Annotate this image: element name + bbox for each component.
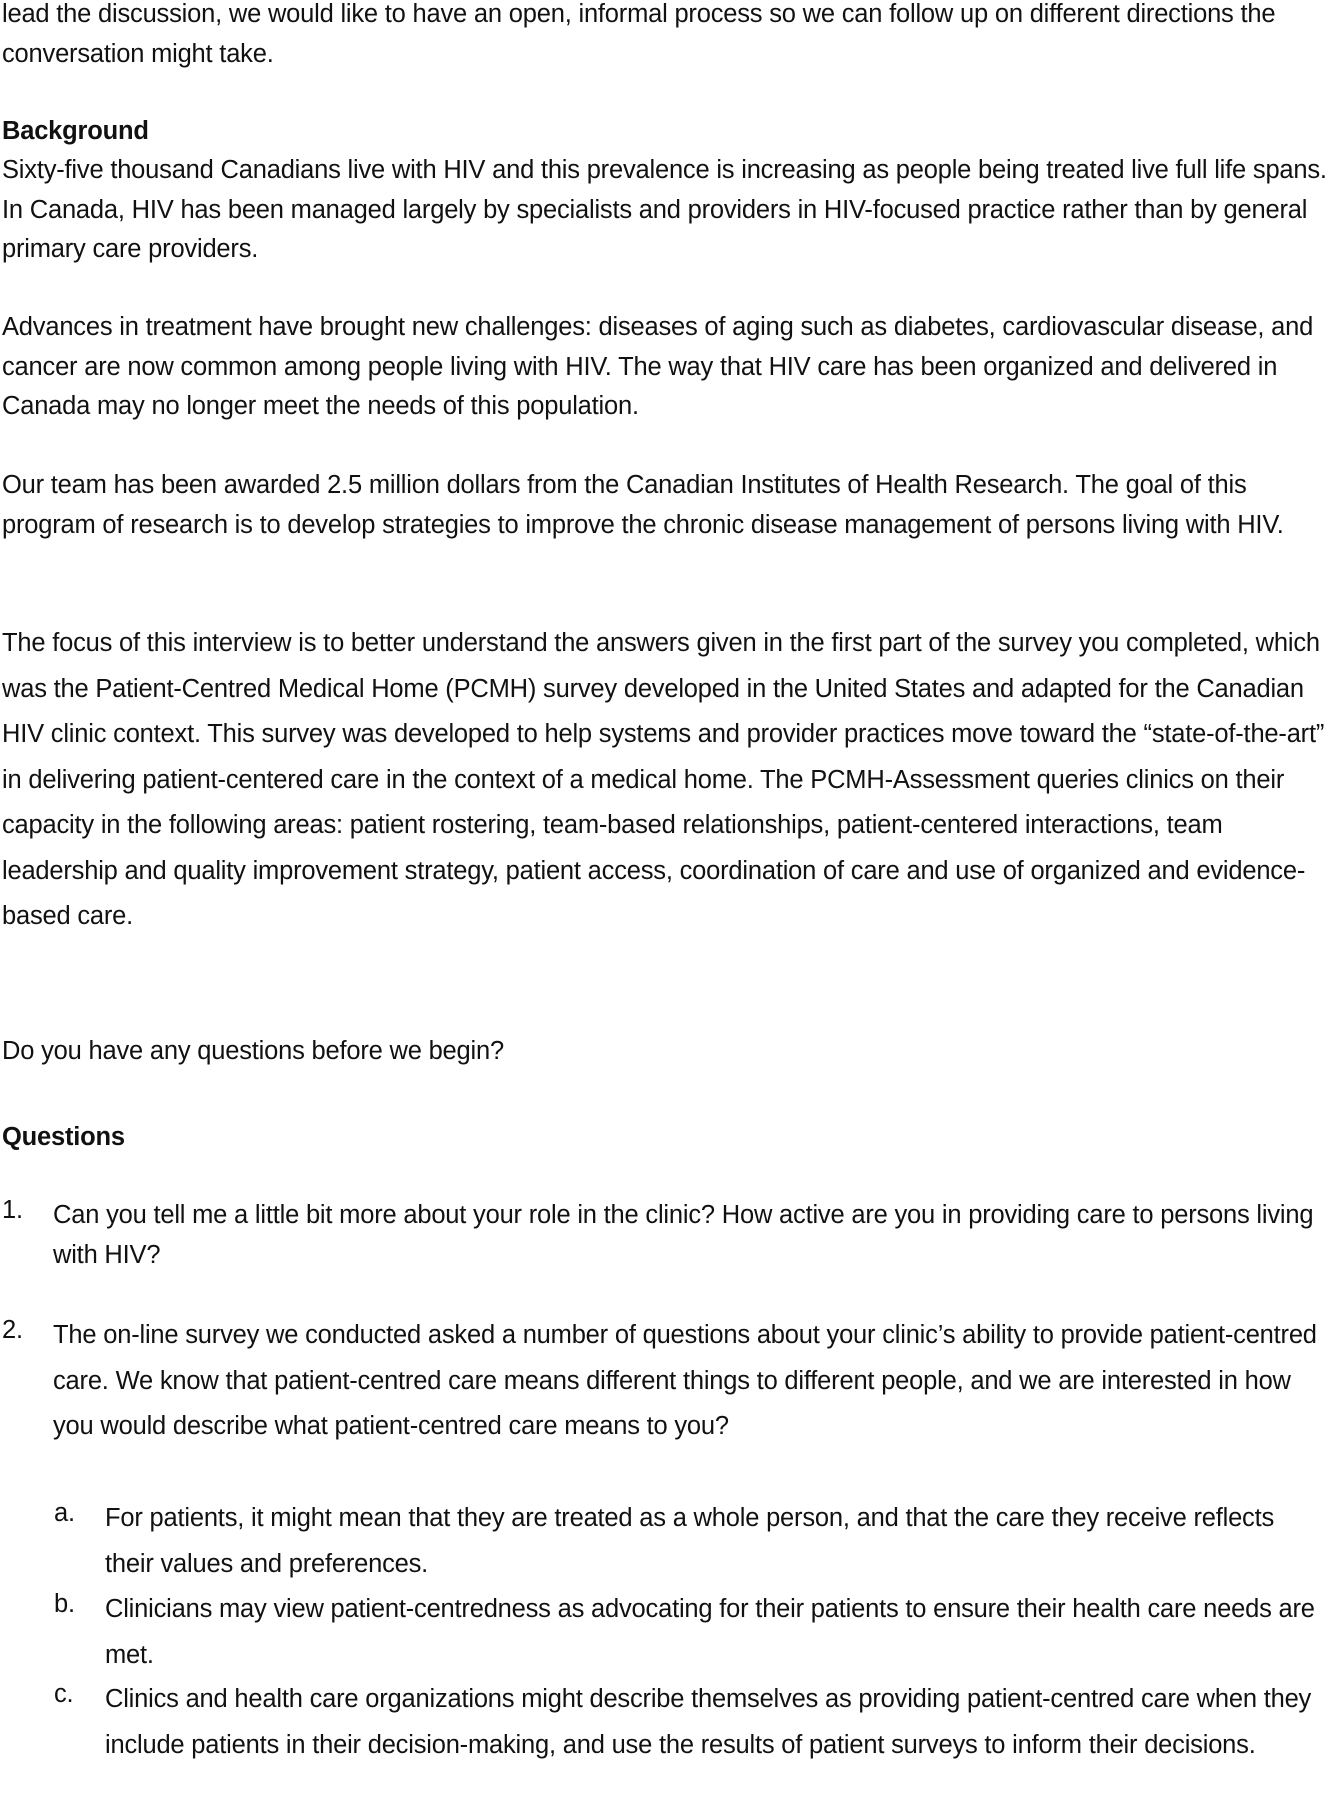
intro-paragraph: lead the discussion, we would like to have an open, informal process so we can follow up on different directions the conversation might take. — [2, 0, 1276, 68]
sub-item-letter: c. — [54, 1680, 74, 1708]
sub-item-c — [54, 1677, 1328, 1768]
background-heading: Background — [2, 117, 149, 145]
question-number: 2. — [2, 1316, 23, 1344]
questions-heading: Questions — [2, 1123, 125, 1151]
background-paragraph-5: Do you have any questions before we begin? — [2, 1037, 504, 1065]
sub-item-b — [54, 1587, 1328, 1678]
question-number: 1. — [2, 1196, 23, 1224]
sub-item-text: Clinics and health care organizations might describe themselves as providing patient-centred care when they include patients in their decision-making, and use the results of patient surveys to inform their decisions. — [105, 1685, 1312, 1759]
sub-item-text: For patients, it might mean that they are treated as a whole person, and that the care they receive reflects their values and preferences. — [105, 1504, 1275, 1578]
question-item-1 — [2, 1196, 1328, 1275]
background-paragraph-1: Sixty-five thousand Canadians live with HIV and this prevalence is increasing as people being treated live full life spans. In Canada, HIV has been managed largely by specialists and providers in HIV-focused practice rather than by general primary care providers. — [2, 156, 1327, 263]
background-paragraph-4: The focus of this interview is to better understand the answers given in the first part of the survey you completed, which was the Patient-Centred Medical Home (PCMH) survey developed in the United States and adapted for the Canadian HIV clinic context. This survey was developed to help systems and provider practices move toward the “state-of-the-art” in delivering patient-centered care in the context of a medical home. The PCMH-Assessment queries clinics on their capacity in the following areas: patient rostering, team-based relationships, patient-centered interactions, team leadership and quality improvement strategy, patient access, coordination of care and use of organized and evidence-based care. — [2, 629, 1325, 930]
sub-item-text: Clinicians may view patient-centredness as advocating for their patients to ensure their health care needs are met. — [105, 1595, 1315, 1669]
question-item-2 — [2, 1313, 1328, 1450]
background-paragraph-3: Our team has been awarded 2.5 million dollars from the Canadian Institutes of Health Research. The goal of this program of research is to develop strategies to improve the chronic disease management of persons living with HIV. — [2, 471, 1284, 539]
question-text: Can you tell me a little bit more about your role in the clinic? How active are you in providing care to persons living with HIV? — [53, 1201, 1314, 1269]
background-paragraph-2: Advances in treatment have brought new challenges: diseases of aging such as diabetes, cardiovascular disease, and cancer are now common among people living with HIV. The way that HIV care has been organized and delivered in Canada may no longer meet the needs of this population. — [2, 313, 1314, 420]
sub-item-letter: a. — [54, 1499, 75, 1527]
question-text: The on-line survey we conducted asked a number of questions about your clinic’s ability to provide patient-centred care. We know that patient-centred care means different things to different people, and we are interested in how you would describe what patient-centred care means to you? — [53, 1321, 1317, 1440]
sub-item-letter: b. — [54, 1590, 75, 1618]
sub-item-a — [54, 1496, 1328, 1587]
